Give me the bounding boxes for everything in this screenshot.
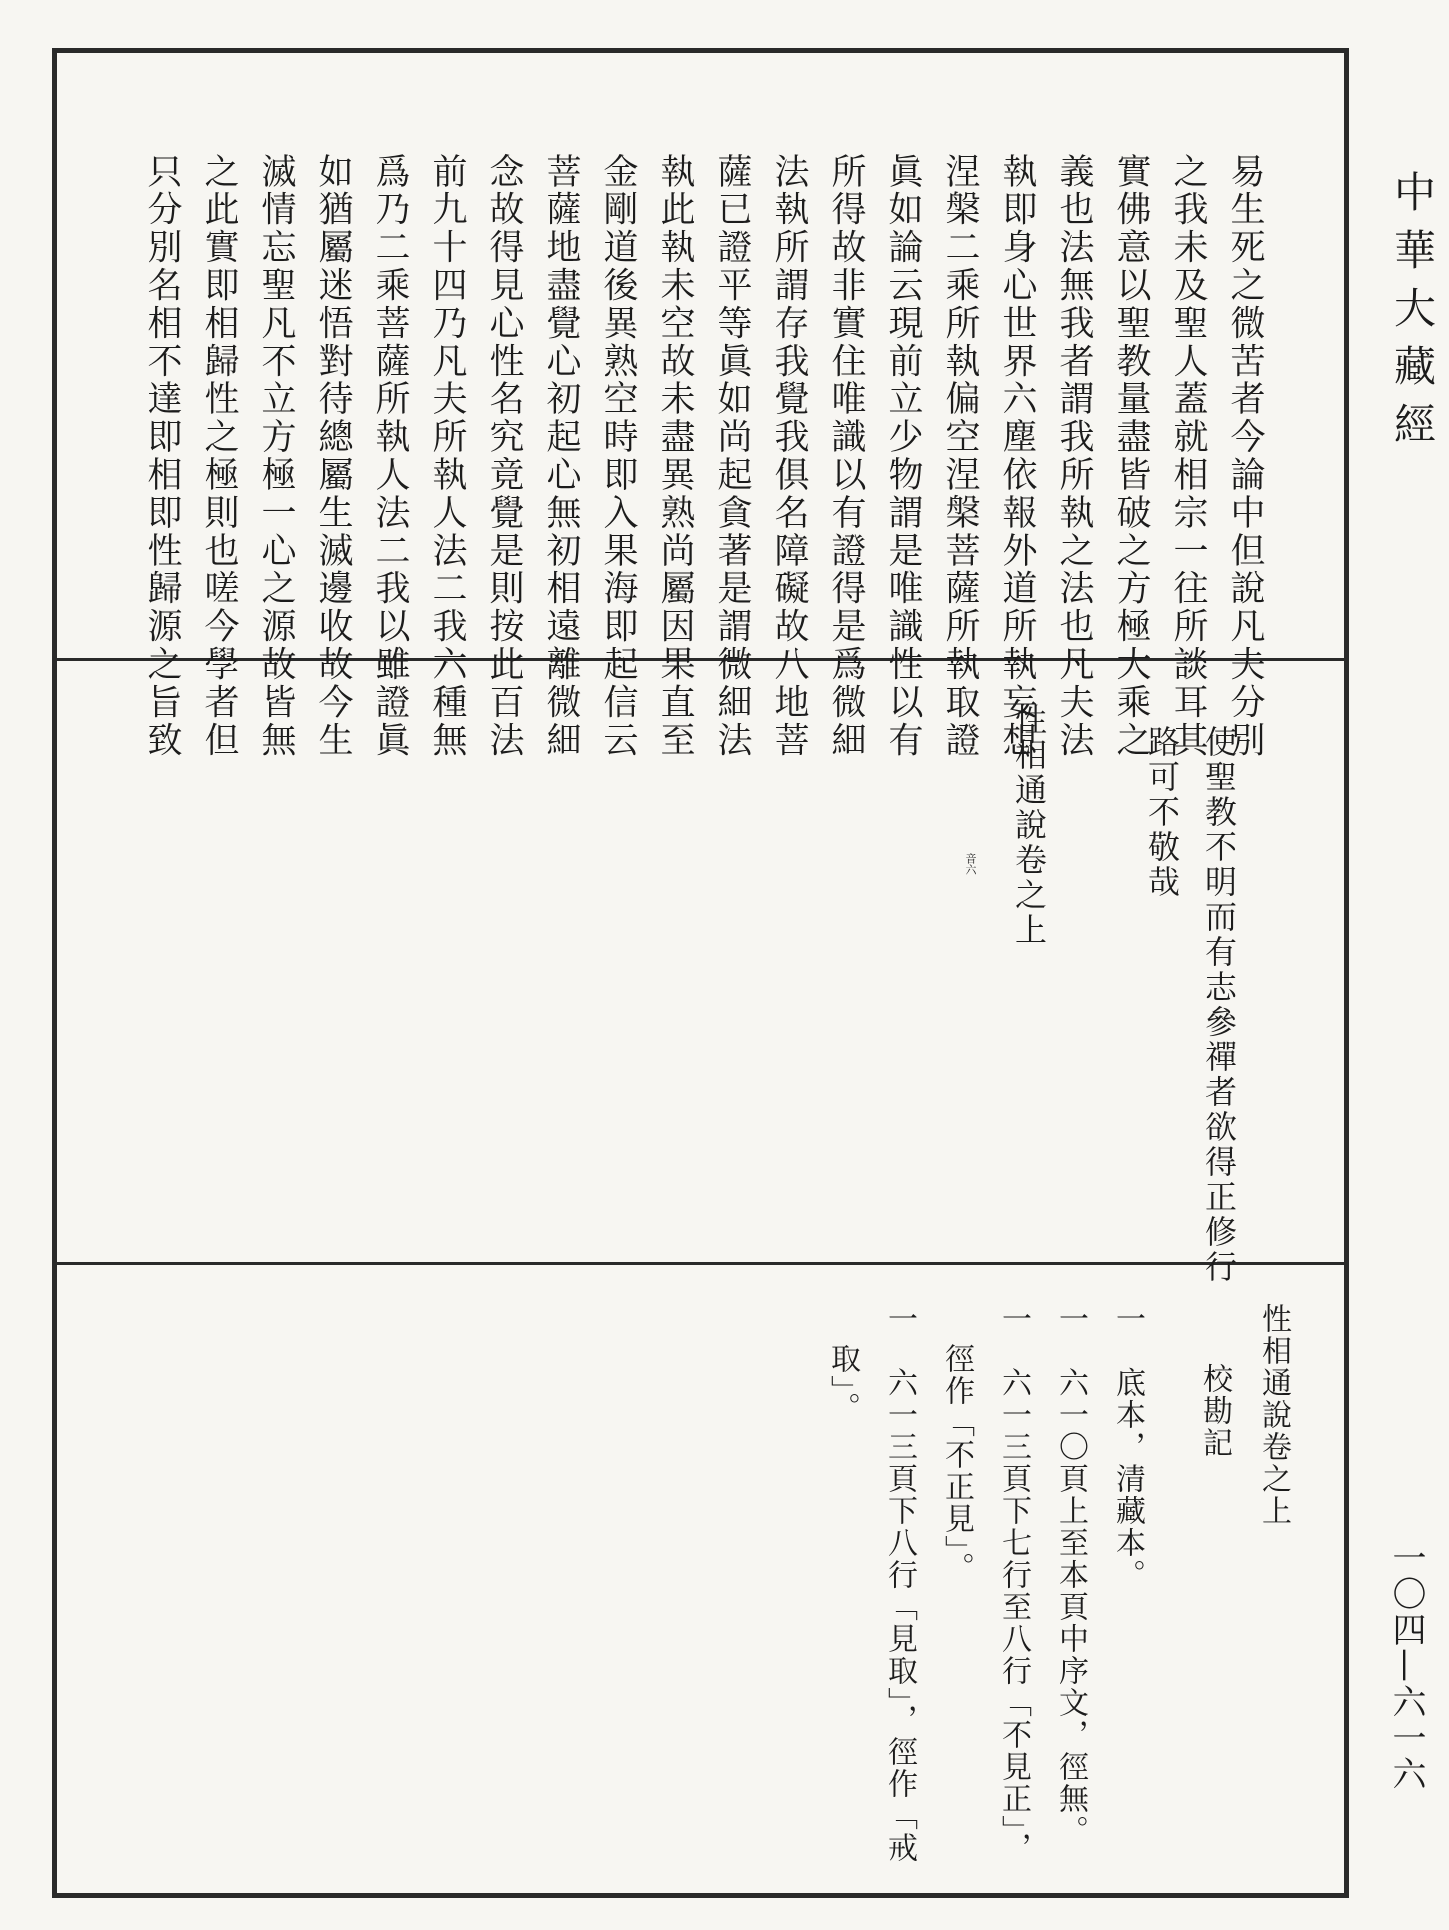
text-column: 實佛意以聖教量盡皆破之方極大乘之	[1111, 153, 1151, 760]
small-note: 音六	[964, 853, 977, 875]
text-column: 涅槃二乘所執偏空涅槃菩薩所執取證	[940, 153, 980, 760]
text-column: 念故得見心性名究竟覺是則按此百法	[484, 153, 524, 760]
text-column: 前九十四乃凡夫所執人法二我六種無	[427, 153, 467, 760]
text-column: 之我未及聖人蓋就相宗一往所談耳其	[1168, 153, 1208, 760]
collation-note: 徑作「不正見」。	[939, 1343, 974, 1584]
collation-note: 一 六一三頁下八行「見取」，徑作「戒	[882, 1303, 917, 1864]
text-column: 薩已證平等眞如尚起貪著是謂微細法	[712, 153, 752, 760]
text-column: 執即身心世界六塵依報外道所執妄想	[997, 153, 1037, 760]
text-column: 法執所謂存我覺我俱名障礙故八地菩	[769, 153, 809, 760]
text-column: 易生死之微苦者今論中但說凡夫分別	[1225, 153, 1265, 760]
text-column: 金剛道後異熟空時即入果海即起信云	[598, 153, 638, 760]
text-column: 菩薩地盡覺心初起心無初相遠離微細	[541, 153, 581, 760]
text-column: 之此實即相歸性之極則也嗟今學者但	[199, 153, 239, 760]
text-column: 使聖教不明而有志參禪者欲得正修行	[1200, 725, 1238, 1285]
collation-note: 一 六一〇頁上至本頁中序文，徑無。	[1053, 1303, 1088, 1847]
text-column: 滅情忘聖凡不立方極一心之源故皆無	[256, 153, 296, 760]
collation-note: 一 底本，清藏本。	[1110, 1303, 1145, 1591]
text-column: 只分別名相不達即相即性歸源之旨致	[142, 153, 182, 760]
panel-divider-2	[57, 1262, 1344, 1265]
collation-heading: 校勘記	[1197, 1363, 1232, 1459]
collation-note: 一 六一三頁下七行至八行「不見正」，	[996, 1303, 1031, 1864]
text-column: 眞如論云現前立少物謂是唯識性以有	[883, 153, 923, 760]
collation-volume-title: 性相通說卷之上	[1256, 1303, 1291, 1527]
page-frame	[52, 48, 1349, 1898]
collection-title: 中華大藏經	[1388, 170, 1437, 460]
text-column: 執此執未空故未盡異熟尚屬因果直至	[655, 153, 695, 760]
text-column: 路可不敬哉	[1143, 725, 1181, 900]
volume-end-title: 性相通說卷之上	[1010, 703, 1048, 948]
text-column: 如猶屬迷悟對待總屬生滅邊收故今生	[313, 153, 353, 760]
text-column: 爲乃二乘菩薩所執人法二我以雖證眞	[370, 153, 410, 760]
text-column: 所得故非實住唯識以有證得是爲微細	[826, 153, 866, 760]
page-number: 一〇四—六一六	[1386, 1540, 1426, 1792]
text-column: 義也法無我者謂我所執之法也凡夫法	[1054, 153, 1094, 760]
collation-note: 取」。	[825, 1343, 860, 1424]
